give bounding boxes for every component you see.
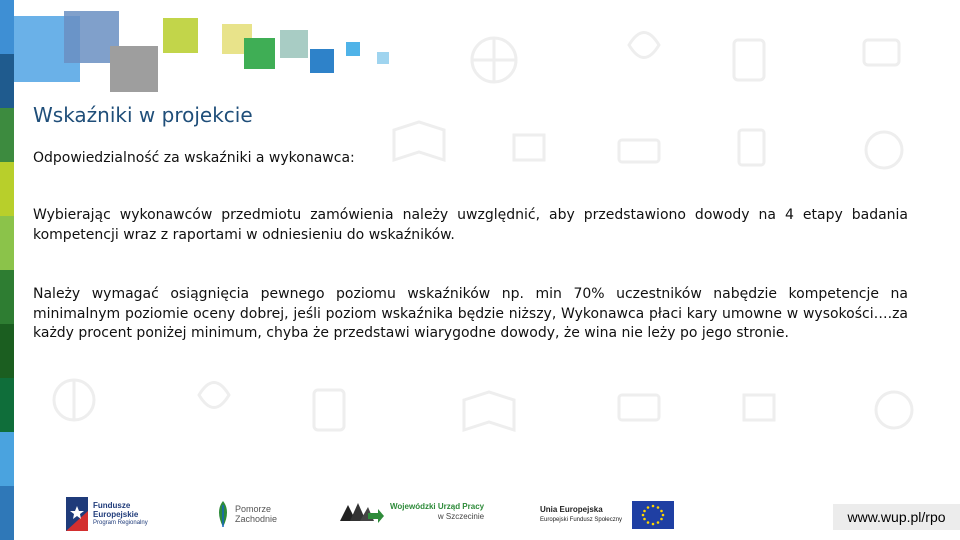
pz-line1: Pomorze <box>235 504 272 514</box>
ue-line2: Europejski Fundusz Społeczny <box>540 517 623 523</box>
pomorze-zachodnie-logo <box>215 499 277 529</box>
slide-subtitle: Odpowiedzialność za wskaźniki a wykonawca: <box>33 150 355 166</box>
unia-europejska-logo <box>540 501 674 529</box>
website-link[interactable]: www.wup.pl/rpo <box>833 504 960 530</box>
paragraph-1: Wybierając wykonawców przedmiotu zamówienia należy uwzględnić, aby przedstawiono dowody na 4 etapy badania kompetencji wraz z raportami w odniesieniu do wskaźników. <box>33 207 908 243</box>
slide-title: Wskaźniki w projekcie <box>33 103 253 127</box>
eu-flag-icon <box>632 501 674 529</box>
wup-mark-icon <box>338 499 384 525</box>
fe-star-icon <box>66 497 88 531</box>
wup-logo <box>338 499 484 525</box>
pz-leaf-icon <box>215 499 231 529</box>
pz-line2: Zachodnie <box>235 514 278 524</box>
side-color-strip <box>0 0 14 540</box>
fe-line1: Fundusze <box>93 500 131 510</box>
paragraph-2: Należy wymagać osiągnięcia pewnego poziomu wskaźników np. min 70% uczestników nabędzie kompetencje na minimalnym poziomie oceny dobrej, jeśli poziom wskaźnika będzie niższy, Wykonawca płaci kary umowne w wysokości….za każdy procent poniżej minimum, chyba że przedstawi wiarygodne dowody, że wina nie leży po jego stronie. <box>33 286 908 341</box>
wup-line1: Wojewódzki Urząd Pracy <box>390 502 485 511</box>
fe-line3: Program Regionalny <box>93 519 148 526</box>
wup-line2: w Szczecinie <box>437 512 485 521</box>
fe-line2: Europejskie <box>93 509 139 519</box>
fundusze-europejskie-logo <box>66 497 148 531</box>
ue-line1: Unia Europejska <box>540 505 603 514</box>
footer-logos <box>0 493 960 540</box>
